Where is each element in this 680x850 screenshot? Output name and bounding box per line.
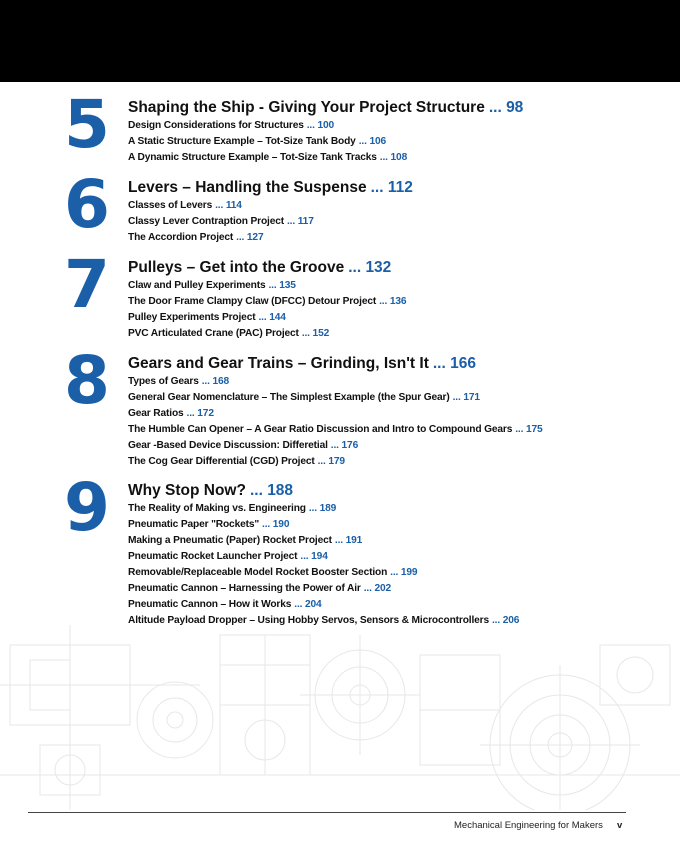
chapter-body — [128, 258, 668, 342]
toc-entry-page-number: 168 — [212, 376, 230, 387]
toc-entry-leader: ... — [390, 567, 399, 578]
toc-entry[interactable] — [128, 150, 668, 166]
toc-entry-title: A Dynamic Structure Example – Tot-Size Tank Tracks — [128, 152, 377, 163]
toc-entry-leader: ... — [215, 200, 224, 211]
toc-entry-leader: ... — [301, 328, 310, 339]
toc-entry[interactable] — [128, 581, 668, 597]
chapter-body — [128, 481, 668, 629]
blueprint-background-illustration — [0, 625, 680, 810]
toc-entry-leader: ... — [236, 232, 245, 243]
toc-entry-leader: ... — [306, 120, 315, 131]
toc-entry-leader: ... — [358, 136, 367, 147]
toc-entry[interactable] — [128, 134, 668, 150]
chapter-page-number: 98 — [506, 99, 524, 116]
toc-entry-leader: ... — [268, 280, 277, 291]
chapter-number: 7 — [64, 246, 108, 323]
toc-entry-page-number: 127 — [246, 232, 264, 243]
toc-entry-title: Removable/Replaceable Model Rocket Booster Section — [128, 567, 388, 578]
toc-entry-page-number: 152 — [312, 328, 330, 339]
toc-entry-title: Pulley Experiments Project — [128, 312, 256, 323]
toc-entry-title: Making a Pneumatic (Paper) Rocket Project — [128, 535, 332, 546]
toc-entry-title: Pneumatic Cannon – How it Works — [128, 599, 292, 610]
toc-entry[interactable] — [128, 549, 668, 565]
toc-entry-page-number: 171 — [463, 392, 480, 403]
toc-entry-page-number: 189 — [319, 503, 337, 514]
header-band — [0, 0, 680, 82]
toc-entry-title: Gear Ratios — [128, 408, 184, 419]
toc-entry-title: The Cog Gear Differential (CGD) Project — [128, 456, 315, 467]
toc-entry[interactable] — [128, 294, 668, 310]
toc-entry-page-number: 106 — [369, 136, 386, 147]
toc-entry-leader: ... — [294, 599, 303, 610]
toc-entry-leader: ... — [201, 376, 210, 387]
toc-entry-title: The Reality of Making vs. Engineering — [128, 503, 306, 514]
chapter-title[interactable] — [128, 481, 668, 501]
chapter-number: 5 — [64, 86, 108, 163]
toc-entry-title: PVC Articulated Crane (PAC) Project — [128, 328, 299, 339]
toc-entry-leader: ... — [308, 503, 317, 514]
toc-entry-title: A Static Structure Example – Tot-Size Tank Body — [128, 136, 356, 147]
chapter-title[interactable] — [128, 98, 668, 118]
toc-entry-title: Claw and Pulley Experiments — [128, 280, 266, 291]
toc-entry-leader: ... — [363, 583, 372, 594]
toc-entry-title: General Gear Nomenclature – The Simplest Example (the Spur Gear) — [128, 392, 450, 403]
toc-entry-leader: ... — [317, 456, 326, 467]
toc-entry-page-number: 100 — [317, 120, 335, 131]
chapter-title[interactable] — [128, 258, 668, 278]
chapter-number: 6 — [64, 166, 108, 243]
chapter-body — [128, 98, 668, 166]
toc-entry-page-number: 190 — [272, 519, 290, 530]
toc-entry[interactable] — [128, 198, 668, 214]
toc-entry-leader: ... — [334, 535, 343, 546]
toc-entry-page-number: 204 — [305, 599, 322, 610]
toc-entry-title: Pneumatic Cannon – Harnessing the Power of Air — [128, 583, 361, 594]
toc-entry-title: Gear -Based Device Discussion: Differetial — [128, 440, 328, 451]
toc-entry-page-number: 117 — [297, 216, 314, 227]
toc-entry[interactable] — [128, 597, 668, 613]
toc-entry[interactable] — [128, 438, 668, 454]
chapter-title-text: Why Stop Now? — [128, 482, 246, 499]
toc-entry[interactable] — [128, 278, 668, 294]
toc-entry-leader: ... — [286, 216, 296, 227]
chapter-title[interactable] — [128, 178, 668, 198]
toc-entry-page-number: 179 — [328, 456, 345, 467]
chapter-entry-list — [128, 278, 668, 342]
chapter-entry-list — [128, 118, 668, 166]
toc-entry[interactable] — [128, 374, 668, 390]
footer-rule — [28, 812, 626, 813]
toc-entry-title: Types of Gears — [128, 376, 199, 387]
footer-page-number: v — [617, 820, 623, 831]
chapter-entry-list — [128, 374, 668, 470]
chapter-page-number: 112 — [387, 179, 413, 196]
toc-entry-page-number: 194 — [311, 551, 328, 562]
chapter-title-leader: ... — [370, 179, 384, 196]
toc-entry-leader: ... — [379, 296, 388, 307]
chapter-title-leader: ... — [432, 355, 446, 372]
toc-entry-leader: ... — [330, 440, 339, 451]
toc-entry-title: The Door Frame Clampy Claw (DFCC) Detour Project — [128, 296, 377, 307]
toc-entry[interactable] — [128, 310, 668, 326]
toc-entry[interactable] — [128, 454, 668, 470]
chapter-title-text: Shaping the Ship - Giving Your Project Structure — [128, 99, 485, 116]
toc-entry-page-number: 108 — [390, 152, 408, 163]
toc-entry-leader: ... — [262, 519, 271, 530]
toc-entry-page-number: 144 — [269, 312, 286, 323]
toc-entry-title: Classy Lever Contraption Project — [128, 216, 284, 227]
toc-entry[interactable] — [128, 533, 668, 549]
toc-entry-title: The Accordion Project — [128, 232, 234, 243]
toc-entry[interactable] — [128, 517, 668, 533]
toc-entry-leader: ... — [515, 424, 524, 435]
chapter-title-leader: ... — [348, 259, 362, 276]
toc-entry-leader: ... — [186, 408, 195, 419]
toc-entry[interactable] — [128, 565, 668, 581]
toc-entry-title: Altitude Payload Dropper – Using Hobby Servos, Sensors & Microcontrollers — [128, 615, 489, 626]
chapter-title-leader: ... — [249, 482, 263, 499]
toc-entry[interactable] — [128, 390, 668, 406]
toc-entry[interactable] — [128, 326, 668, 342]
toc-entry-leader: ... — [452, 392, 461, 403]
toc-entry-title: Classes of Levers — [128, 200, 213, 211]
chapter-number: 9 — [64, 469, 108, 546]
toc-entry[interactable] — [128, 214, 668, 230]
toc-entry-page-number: 202 — [374, 583, 392, 594]
chapter-title-text: Gears and Gear Trains – Grinding, Isn't It — [128, 355, 429, 372]
toc-entry-title: Pneumatic Paper "Rockets" — [128, 519, 260, 530]
toc-entry-title: Pneumatic Rocket Launcher Project — [128, 551, 298, 562]
chapter-title-text: Levers – Handling the Suspense — [128, 179, 367, 196]
toc-entry-leader: ... — [379, 152, 388, 163]
chapter-title-text: Pulleys – Get into the Groove — [128, 259, 345, 276]
toc-entry[interactable] — [128, 422, 668, 438]
chapter-title-leader: ... — [488, 99, 502, 116]
chapter-title[interactable] — [128, 354, 668, 374]
chapter-page-number: 188 — [267, 482, 294, 499]
toc-entry-page-number: 136 — [389, 296, 407, 307]
toc-entry-page-number: 191 — [345, 535, 363, 546]
toc-entry-leader: ... — [300, 551, 309, 562]
toc-entry-page-number: 135 — [279, 280, 296, 291]
toc-entry-page-number: 114 — [225, 200, 242, 211]
toc-entry-page-number: 172 — [197, 408, 214, 419]
chapter-page-number: 132 — [365, 259, 392, 276]
chapter-body — [128, 354, 668, 470]
toc-entry-page-number: 175 — [525, 424, 543, 435]
toc-entry-title: Design Considerations for Structures — [128, 120, 304, 131]
toc-entry-page-number: 199 — [400, 567, 418, 578]
toc-entry-title: The Humble Can Opener – A Gear Ratio Discussion and Intro to Compound Gears — [128, 424, 513, 435]
chapter-entry-list — [128, 198, 668, 246]
toc-entry[interactable] — [128, 118, 668, 134]
chapter-page-number: 166 — [450, 355, 476, 372]
toc-entry[interactable] — [128, 406, 668, 422]
toc-entry[interactable] — [128, 613, 668, 629]
toc-entry-leader: ... — [491, 615, 501, 626]
chapter-number: 8 — [64, 342, 108, 419]
footer-book-title: Mechanical Engineering for Makers — [454, 820, 603, 831]
chapter-entry-list — [128, 501, 668, 629]
toc-entry-page-number: 206 — [502, 615, 520, 626]
toc-entry-page-number: 176 — [341, 440, 359, 451]
toc-entry[interactable] — [128, 501, 668, 517]
toc-entry-leader: ... — [258, 312, 267, 323]
chapter-body — [128, 178, 668, 246]
toc-entry[interactable] — [128, 230, 668, 246]
